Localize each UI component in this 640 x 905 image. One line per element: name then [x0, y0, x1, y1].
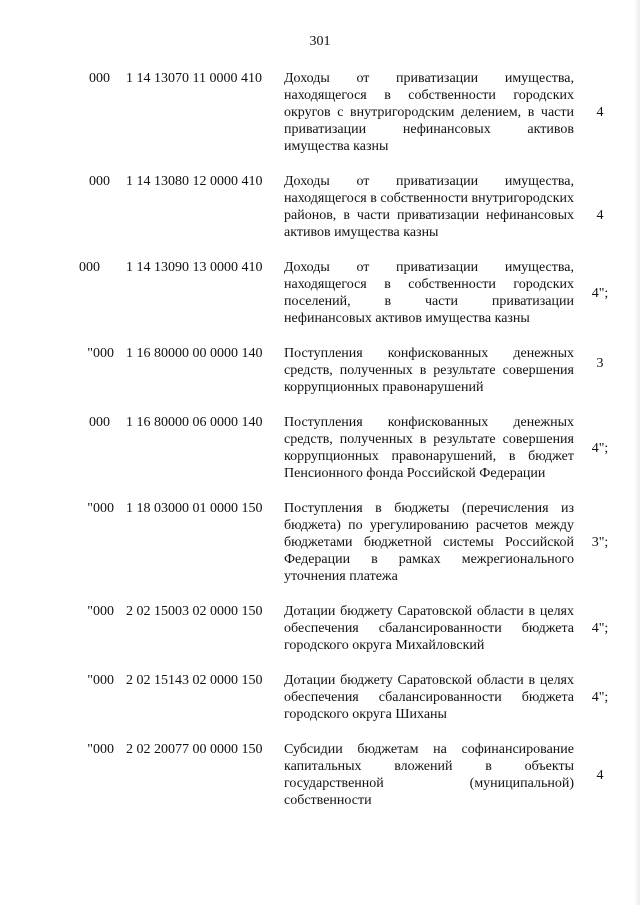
- table-row: [0, 672, 640, 723]
- norm-value: 4: [596, 768, 604, 783]
- budget-code: 1 14 13090 13 0000 410: [126, 260, 263, 275]
- norm-value: 4";: [591, 441, 609, 456]
- revenue-description: Доходы от приватизации имущества, находящегося в собственности внутригородских районов, в части приватизации нефинансовых активов имущества казны: [284, 174, 574, 240]
- admin-code: 000: [89, 71, 110, 86]
- budget-code: 2 02 20077 00 0000 150: [126, 742, 263, 757]
- revenue-description: Поступления в бюджеты (перечисления из бюджета) по урегулированию расчетов между бюджетами бюджетной системы Российской Федерации в рамках межрегионального уточнения платежа: [284, 501, 574, 584]
- admin-code: "000: [87, 604, 114, 619]
- norm-value: 3";: [591, 535, 609, 550]
- norm-value: 4";: [591, 621, 609, 636]
- norm-value: 4: [596, 105, 604, 120]
- revenue-description: Субсидии бюджетам на софинансирование капитальных вложений в объекты государственной (муниципальной) собственности: [284, 742, 574, 808]
- norm-value: 3: [596, 356, 604, 371]
- table-row: [0, 345, 640, 396]
- norm-value: 4";: [591, 286, 609, 301]
- table-row: [0, 500, 640, 585]
- revenue-description: Доходы от приватизации имущества, находящегося в собственности городских округов с внутригородским делением, в части приватизации нефинансовых активов имущества казны: [284, 71, 574, 154]
- revenue-description: Доходы от приватизации имущества, находящегося в собственности городских поселений, в части приватизации нефинансовых активов имущества казны: [284, 260, 574, 326]
- budget-code: 1 14 13070 11 0000 410: [126, 71, 262, 86]
- revenue-description: Поступления конфискованных денежных средств, полученных в результате совершения коррупционных правонарушений: [284, 346, 574, 395]
- table-row: [0, 414, 640, 482]
- norm-value: 4";: [591, 690, 609, 705]
- table-row: [0, 173, 640, 241]
- table-row: [0, 603, 640, 654]
- admin-code: 000: [79, 260, 100, 275]
- budget-code: 1 16 80000 06 0000 140: [126, 415, 263, 430]
- table-row: [0, 70, 640, 155]
- revenue-description: Поступления конфискованных денежных средств, полученных в результате совершения коррупционных правонарушений, в бюджет Пенсионного фонда Российской Федерации: [284, 415, 574, 481]
- budget-code: 2 02 15003 02 0000 150: [126, 604, 263, 619]
- admin-code: 000: [89, 415, 110, 430]
- admin-code: 000: [89, 174, 110, 189]
- budget-code: 1 16 80000 00 0000 140: [126, 346, 263, 361]
- budget-code: 2 02 15143 02 0000 150: [126, 673, 263, 688]
- budget-code: 1 18 03000 01 0000 150: [126, 501, 263, 516]
- table-row: [0, 741, 640, 809]
- scan-shadow: [634, 0, 640, 905]
- norm-value: 4: [596, 208, 604, 223]
- admin-code: "000: [87, 742, 114, 757]
- page-number: 301: [309, 34, 331, 49]
- admin-code: "000: [87, 501, 114, 516]
- admin-code: "000: [87, 346, 114, 361]
- revenue-table: [0, 70, 640, 827]
- budget-code: 1 14 13080 12 0000 410: [126, 174, 263, 189]
- table-row: [0, 259, 640, 327]
- admin-code: "000: [87, 673, 114, 688]
- revenue-description: Дотации бюджету Саратовской области в целях обеспечения сбалансированности бюджета городского округа Михайловский: [284, 604, 574, 653]
- revenue-description: Дотации бюджету Саратовской области в целях обеспечения сбалансированности бюджета городского округа Шиханы: [284, 673, 574, 722]
